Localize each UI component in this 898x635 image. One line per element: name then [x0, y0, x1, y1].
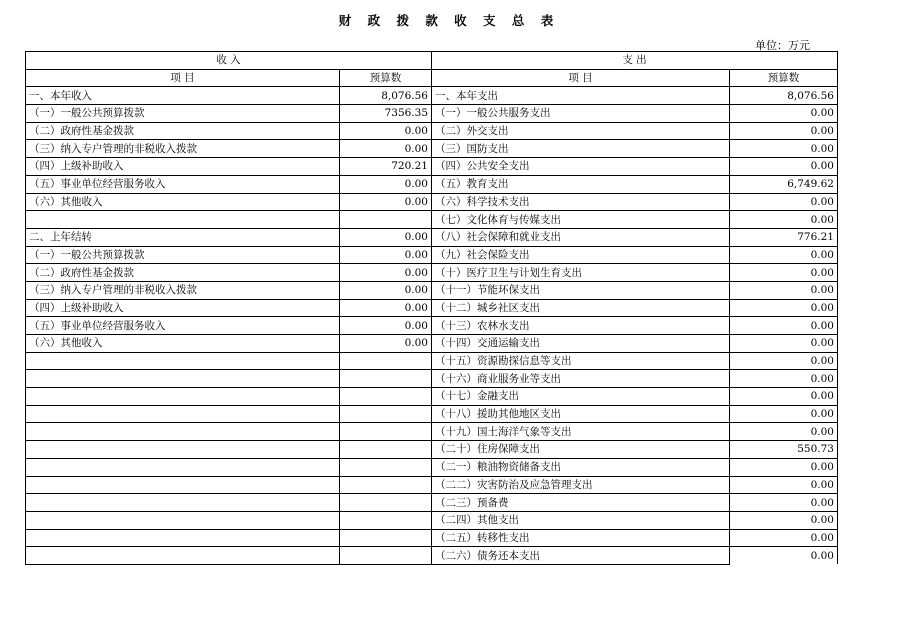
income-value-cell: 720.21	[340, 158, 432, 176]
income-item-cell: （四）上级补助收入	[26, 299, 340, 317]
expense-value-cell: 0.00	[730, 511, 838, 529]
table-row	[26, 122, 838, 140]
expense-value-cell: 550.73	[730, 441, 838, 459]
expense-item-cell: （三）国防支出	[432, 140, 730, 158]
table-row	[26, 87, 838, 105]
expense-item-cell: （六）科学技术支出	[432, 193, 730, 211]
expense-budget-header: 预算数	[730, 69, 838, 87]
table-row	[26, 158, 838, 176]
table-row	[26, 264, 838, 282]
income-item-cell	[26, 511, 340, 529]
income-value-cell: 0.00	[340, 228, 432, 246]
income-item-header: 项 目	[26, 69, 340, 87]
expense-value-cell: 0.00	[730, 476, 838, 494]
expense-value-cell: 6,749.62	[730, 175, 838, 193]
expense-value-cell: 0.00	[730, 264, 838, 282]
income-value-cell: 0.00	[340, 175, 432, 193]
table-row	[26, 246, 838, 264]
expense-value-cell: 0.00	[730, 281, 838, 299]
expense-value-cell: 0.00	[730, 494, 838, 512]
expense-item-cell: （十七）金融支出	[432, 388, 730, 406]
expense-value-cell: 0.00	[730, 529, 838, 547]
expense-item-cell: （七）文化体育与传媒支出	[432, 211, 730, 229]
expense-value-cell: 0.00	[730, 423, 838, 441]
expense-item-cell: （二一）粮油物资储备支出	[432, 458, 730, 476]
expense-item-cell: （十八）援助其他地区支出	[432, 405, 730, 423]
income-item-cell: （一）一般公共预算拨款	[26, 105, 340, 123]
income-value-cell	[340, 458, 432, 476]
income-item-cell	[26, 352, 340, 370]
header-row-sections	[26, 52, 838, 70]
expense-value-cell: 8,076.56	[730, 87, 838, 105]
expense-item-cell: 一、本年支出	[432, 87, 730, 105]
income-item-cell	[26, 529, 340, 547]
table-row	[26, 494, 838, 512]
income-value-cell	[340, 476, 432, 494]
table-row	[26, 388, 838, 406]
expense-value-cell: 0.00	[730, 211, 838, 229]
income-value-cell: 0.00	[340, 299, 432, 317]
table-row	[26, 211, 838, 229]
income-item-cell	[26, 547, 340, 565]
table-row	[26, 405, 838, 423]
table-row	[26, 281, 838, 299]
table-row	[26, 335, 838, 353]
expense-item-cell: （二）外交支出	[432, 122, 730, 140]
expense-value-cell: 0.00	[730, 299, 838, 317]
income-value-cell: 8,076.56	[340, 87, 432, 105]
income-item-cell: （六）其他收入	[26, 335, 340, 353]
income-item-cell	[26, 494, 340, 512]
expense-item-cell: （八）社会保障和就业支出	[432, 228, 730, 246]
table-row	[26, 529, 838, 547]
expense-value-cell: 0.00	[730, 547, 838, 565]
expense-item-cell: （十）医疗卫生与计划生育支出	[432, 264, 730, 282]
expense-value-cell: 0.00	[730, 370, 838, 388]
income-value-cell: 0.00	[340, 335, 432, 353]
table-row	[26, 423, 838, 441]
table-row	[26, 370, 838, 388]
income-value-cell	[340, 211, 432, 229]
income-value-cell	[340, 352, 432, 370]
unit-label: 单位：万元	[755, 39, 810, 52]
table-row	[26, 193, 838, 211]
income-item-cell	[26, 441, 340, 459]
income-value-cell	[340, 547, 432, 565]
income-value-cell: 0.00	[340, 140, 432, 158]
income-value-cell: 0.00	[340, 264, 432, 282]
income-item-cell: （六）其他收入	[26, 193, 340, 211]
table-row	[26, 458, 838, 476]
income-value-cell: 0.00	[340, 122, 432, 140]
income-item-cell: 二、上年结转	[26, 228, 340, 246]
expense-value-cell: 0.00	[730, 458, 838, 476]
income-item-cell	[26, 458, 340, 476]
expense-item-cell: （五）教育支出	[432, 175, 730, 193]
income-section-header: 收 入	[26, 52, 432, 70]
expense-value-cell: 0.00	[730, 317, 838, 335]
income-budget-header: 预算数	[340, 69, 432, 87]
income-value-cell	[340, 423, 432, 441]
income-item-cell	[26, 388, 340, 406]
income-item-cell: （二）政府性基金拨款	[26, 122, 340, 140]
income-item-cell: （一）一般公共预算拨款	[26, 246, 340, 264]
table-row	[26, 140, 838, 158]
income-item-cell: （五）事业单位经营服务收入	[26, 175, 340, 193]
income-value-cell	[340, 494, 432, 512]
page-title: 财 政 拨 款 收 支 总 表	[338, 13, 560, 28]
table-row	[26, 228, 838, 246]
expense-item-cell: （二五）转移性支出	[432, 529, 730, 547]
income-value-cell	[340, 511, 432, 529]
table-row	[26, 105, 838, 123]
income-value-cell: 0.00	[340, 193, 432, 211]
income-item-cell: （三）纳入专户管理的非税收入拨款	[26, 281, 340, 299]
expense-value-cell: 0.00	[730, 105, 838, 123]
income-item-cell: （三）纳入专户管理的非税收入拨款	[26, 140, 340, 158]
expense-item-cell: （四）公共安全支出	[432, 158, 730, 176]
expense-value-cell: 0.00	[730, 246, 838, 264]
expense-value-cell: 0.00	[730, 122, 838, 140]
expense-item-cell: （二十）住房保障支出	[432, 441, 730, 459]
income-item-cell	[26, 476, 340, 494]
table-row	[26, 441, 838, 459]
expense-value-cell: 0.00	[730, 140, 838, 158]
expense-item-cell: （十五）资源勘探信息等支出	[432, 352, 730, 370]
expense-value-cell: 0.00	[730, 335, 838, 353]
expense-value-cell: 0.00	[730, 193, 838, 211]
expense-item-cell: （十三）农林水支出	[432, 317, 730, 335]
expense-item-cell: （九）社会保险支出	[432, 246, 730, 264]
income-value-cell: 0.00	[340, 281, 432, 299]
income-value-cell	[340, 370, 432, 388]
income-item-cell: 一、本年收入	[26, 87, 340, 105]
income-value-cell	[340, 441, 432, 459]
income-item-cell	[26, 370, 340, 388]
income-item-cell: （四）上级补助收入	[26, 158, 340, 176]
income-value-cell	[340, 405, 432, 423]
expense-value-cell: 776.21	[730, 228, 838, 246]
income-item-cell	[26, 211, 340, 229]
expense-value-cell: 0.00	[730, 352, 838, 370]
table-row	[26, 352, 838, 370]
income-item-cell	[26, 423, 340, 441]
expense-item-cell: （二四）其他支出	[432, 511, 730, 529]
expense-item-cell: （二三）预备费	[432, 494, 730, 512]
income-item-cell: （五）事业单位经营服务收入	[26, 317, 340, 335]
expense-item-cell: （十四）交通运输支出	[432, 335, 730, 353]
table-row	[26, 547, 838, 565]
income-value-cell: 0.00	[340, 317, 432, 335]
income-value-cell	[340, 388, 432, 406]
expense-item-cell: （十九）国土海洋气象等支出	[432, 423, 730, 441]
expense-value-cell: 0.00	[730, 388, 838, 406]
table-row	[26, 511, 838, 529]
expense-item-cell: （二六）债务还本支出	[432, 547, 730, 565]
expense-item-header: 项 目	[432, 69, 730, 87]
expense-item-cell: （十六）商业服务业等支出	[432, 370, 730, 388]
income-item-cell: （二）政府性基金拨款	[26, 264, 340, 282]
income-value-cell	[340, 529, 432, 547]
income-value-cell: 0.00	[340, 246, 432, 264]
table-row	[26, 476, 838, 494]
expense-item-cell: （一）一般公共服务支出	[432, 105, 730, 123]
expense-item-cell: （十二）城乡社区支出	[432, 299, 730, 317]
header-row-columns	[26, 69, 838, 87]
expense-item-cell: （十一）节能环保支出	[432, 281, 730, 299]
expense-item-cell: （二二）灾害防治及应急管理支出	[432, 476, 730, 494]
table-row	[26, 299, 838, 317]
expense-value-cell: 0.00	[730, 405, 838, 423]
income-value-cell: 7356.35	[340, 105, 432, 123]
expense-section-header: 支 出	[432, 52, 838, 70]
income-item-cell	[26, 405, 340, 423]
table-row	[26, 317, 838, 335]
expense-value-cell: 0.00	[730, 158, 838, 176]
budget-summary-table	[25, 51, 838, 565]
table-row	[26, 175, 838, 193]
